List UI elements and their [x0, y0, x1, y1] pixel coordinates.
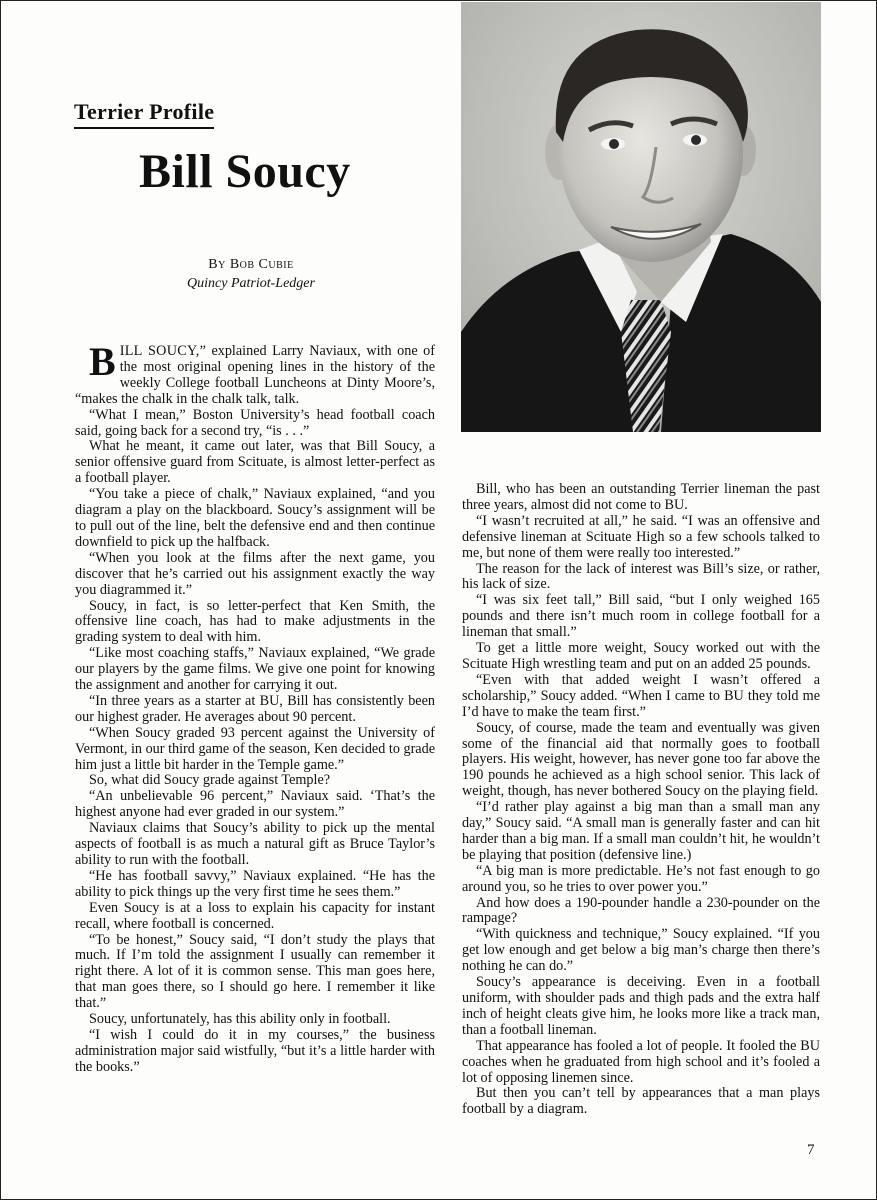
article-column-left — [75, 339, 436, 1076]
paragraph: “Like most coaching staffs,” Naviaux explained, “We grade our players by the game films. We give one point for knowing the assignment and another for carrying it out. — [75, 645, 435, 694]
lead-caps: ILL SOUCY, — [119, 343, 200, 359]
article-headline: Bill Soucy — [139, 145, 351, 198]
paragraph: “Even with that added weight I wasn’t offered a scholarship,” Soucy added. “When I came to BU they told me I’d have to make the team first.” — [462, 671, 820, 720]
paragraph: Even Soucy is at a loss to explain his capacity for instant recall, where football is concerned. — [75, 899, 435, 932]
paragraph: Naviaux claims that Soucy’s ability to pick up the mental aspects of football is as much a natural gift as Bruce Taylor’s ability to run with the football. — [75, 820, 435, 868]
paragraph: “I was six feet tall,” Bill said, “but I only weighed 165 pounds and there isn’t much room in college football for a lineman that small.” — [462, 592, 820, 641]
paragraph: “A big man is more predictable. He’s not fast enough to go around you, so he tries to over power you.” — [462, 862, 820, 895]
paragraph: “I wish I could do it in my courses,” the business administration major said wistfully, “but it’s a little harder with the books.” — [75, 1026, 435, 1075]
section-kicker: Terrier Profile — [74, 99, 214, 129]
paragraph: But then you can’t tell by appearances that a man plays football by a diagram. — [462, 1085, 820, 1118]
paragraph: Soucy’s appearance is deceiving. Even in a football uniform, with shoulder pads and thigh pads and the extra half inch of height cleats give him, he looks more like a track man, than a football lineman. — [462, 974, 820, 1038]
paragraph: The reason for the lack of interest was Bill’s size, or rather, his lack of size. — [462, 560, 820, 593]
paragraph: So, what did Soucy grade against Temple? — [89, 772, 331, 789]
paragraph: “When Soucy graded 93 percent against the University of Vermont, in our third game of the season, Ken decided to grade him just a little bit harder in the Temple game.” — [75, 724, 435, 773]
paragraph: Soucy, in fact, is so letter-perfect that Ken Smith, the offensive line coach, has had to make adjustments in the grading system to deal with him. — [75, 597, 435, 646]
paragraph: “An unbelievable 96 percent,” Naviaux said. ‘That’s the highest anyone had ever graded in our system.” — [75, 788, 435, 821]
paragraph: “I’d rather play against a big man than a small man any day,” Soucy said. “A small man is generally faster and can hit harder than a big man. If a small man couldn’t hit, he wouldn’t be playing that position (defensive line.) — [462, 799, 820, 863]
paragraph: That appearance has fooled a lot of people. It fooled the BU coaches when he graduated from high school and it’s fooled a lot of opposing linemen since. — [462, 1037, 820, 1086]
article-column-right — [462, 482, 820, 1118]
paragraph: “What I mean,” Boston University’s head football coach said, going back for a second try, “is . . .” — [75, 406, 435, 439]
paragraph: Soucy, unfortunately, has this ability only in football. — [89, 1011, 391, 1028]
portrait-photo — [461, 2, 821, 432]
lead-text: ” explained Larry Naviaux, with one of the most original opening lines in the history of the weekly College football Luncheons at Dinty Moore’s, “makes the chalk in the chalk talk, talk. — [75, 343, 436, 407]
paragraph: Soucy, of course, made the team and eventually was given some of the financial aid that normally goes to football players. His weight, however, has never gone too far above the 190 pounds he achieved as a high school senior. This lack of weight, though, has never bothered Soucy on the playing field. — [462, 719, 820, 800]
paragraph: “In three years as a starter at BU, Bill has consistently been our highest grader. He averages about 90 percent. — [75, 692, 435, 725]
paragraph: “You take a piece of chalk,” Naviaux explained, “and you diagram a play on the blackboard. Soucy’s assignment will be to pull out of the line, belt the defensive end and then continue downfield to pick up the halfback. — [75, 486, 435, 550]
paragraph: What he meant, it came out later, was that Bill Soucy, a senior offensive guard from Scituate, is almost letter-perfect as a football player. — [75, 438, 435, 487]
lead-paragraph — [75, 339, 436, 408]
paragraph: “With quickness and technique,” Soucy explained. “If you get low enough and get below a big man’s charge then there’s nothing he can do.” — [462, 926, 820, 975]
paragraph: “I wasn’t recruited at all,” he said. “I was an offensive and defensive lineman at Scituate High so a few schools talked to me, but none of them were really too interested.” — [462, 512, 820, 561]
drop-cap: B — [89, 339, 116, 384]
paragraph: To get a little more weight, Soucy worked out with the Scituate High wrestling team and put on an added 25 pounds. — [462, 640, 820, 672]
paragraph: Bill, who has been an outstanding Terrier lineman the past three years, almost did not come to BU. — [462, 481, 820, 513]
page-number: 7 — [807, 1142, 815, 1158]
paragraph: “When you look at the films after the next game, you discover that he’s carried out his assignment exactly the way you diagrammed it.” — [75, 549, 435, 598]
byline-author: By Bob Cubie — [208, 257, 294, 272]
byline-publication: Quincy Patriot-Ledger — [187, 276, 315, 291]
paragraph: “To be honest,” Soucy said, “I don’t study the plays that much. If I’m told the assignment I usually can remember it right there. A lot of it is common sense. This man goes here, that man goes there, so I should go here. I remember it like that.” — [75, 931, 435, 1012]
paragraph: “He has football savvy,” Naviaux explained. “He has the ability to pick things up the very first time he sees them.” — [75, 867, 435, 900]
byline — [151, 255, 351, 293]
paragraph: And how does a 190-pounder handle a 230-pounder on the rampage? — [462, 894, 820, 927]
